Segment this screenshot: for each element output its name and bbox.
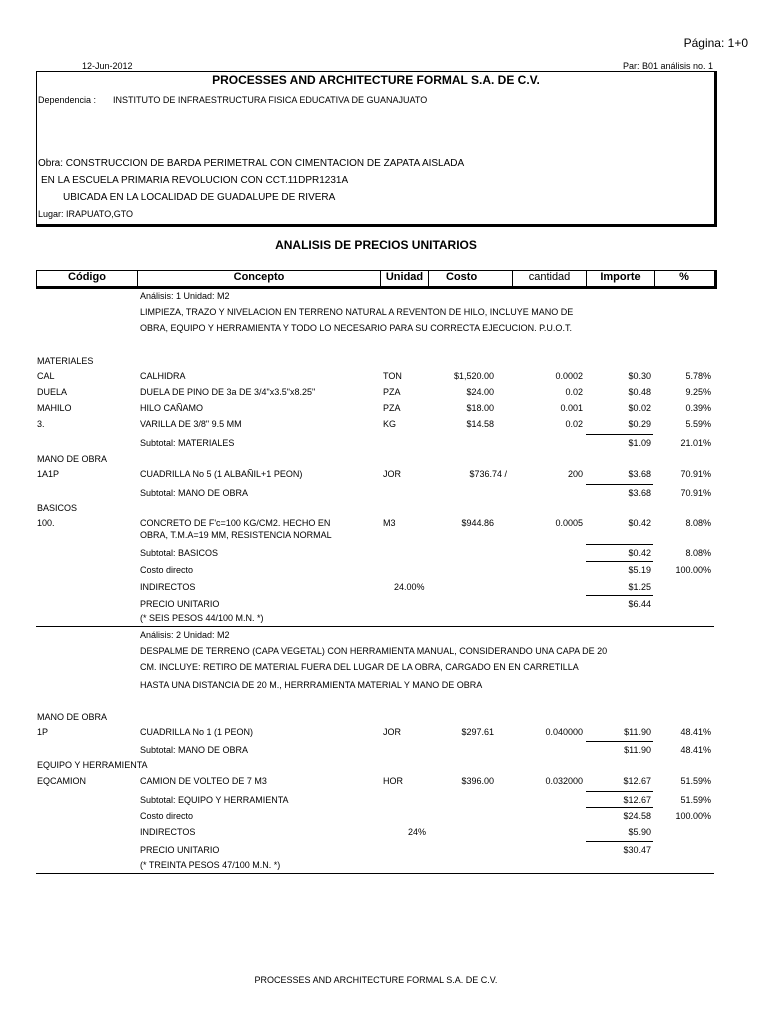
row-unit: TON	[383, 371, 402, 381]
subtotal-pct: 48.41%	[680, 745, 711, 755]
row-concept: DUELA DE PINO DE 3a DE 3/4"x3.5"x8.25"	[140, 387, 316, 397]
section-mano-obra: MANO DE OBRA	[37, 454, 108, 464]
row-unit: M3	[383, 518, 396, 528]
divider	[36, 626, 714, 627]
analisis-2-desc-1: DESPALME DE TERRENO (CAPA VEGETAL) CON HERRAMIENTA MANUAL, CONSIDERANDO UNA CAPA DE 20	[140, 646, 608, 656]
subtotal-label: Subtotal: MATERIALES	[140, 438, 235, 448]
par-label: Par: B01 análisis no. 1	[622, 61, 713, 71]
row-code: DUELA	[37, 387, 68, 397]
analisis-1-desc-2: OBRA, EQUIPO Y HERRAMIENTA Y TODO LO NECESARIO PARA SU CORRECTA EJECUCION. P.U.O.T.	[140, 323, 572, 333]
analisis-2-desc-3: HASTA UNA DISTANCIA DE 20 M., HERRRAMIENTA MATERIAL Y MANO DE OBRA	[140, 680, 483, 690]
row-concept: CUADRILLA No 5 (1 ALBAÑIL+1 PEON)	[140, 469, 303, 479]
costo-directo-label: Costo directo	[140, 565, 194, 575]
report-date: 12-Jun-2012	[82, 61, 133, 71]
row-pct: 0.39%	[685, 403, 711, 413]
col-concepto: Concepto	[233, 271, 285, 283]
row-qty: 0.032000	[545, 776, 583, 786]
row-cost: $736.74 /	[469, 469, 507, 479]
subtotal-label: Subtotal: MANO DE OBRA	[140, 745, 249, 755]
indirectos-rate: 24.00%	[394, 582, 425, 592]
row-qty: 200	[567, 469, 583, 479]
costo-directo-pct: 100.00%	[675, 565, 711, 575]
row-importe: $11.90	[624, 727, 651, 737]
row-code: 1A1P	[37, 469, 60, 479]
row-qty: 0.001	[560, 403, 583, 413]
row-qty: 0.0005	[555, 518, 583, 528]
row-unit: PZA	[383, 387, 401, 397]
analisis-2-header: Análisis: 2 Unidad: M2	[140, 630, 230, 640]
row-code: 100.	[37, 518, 55, 528]
costo-directo-importe: $5.19	[628, 565, 651, 575]
col-unidad: Unidad	[385, 271, 424, 283]
row-importe: $0.48	[628, 387, 651, 397]
analisis-2-desc-2: CM. INCLUYE: RETIRO DE MATERIAL FUERA DEL LUGAR DE LA OBRA, CARGADO EN EN CARRETILLA	[140, 662, 579, 672]
row-unit: JOR	[383, 727, 401, 737]
section-mano-obra: MANO DE OBRA	[37, 712, 108, 722]
company-name: PROCESSES AND ARCHITECTURE FORMAL S.A. DE C.V.	[212, 73, 540, 87]
subtotal-importe: $3.68	[628, 488, 651, 498]
section-basicos: BASICOS	[37, 503, 78, 513]
indirectos-label: INDIRECTOS	[140, 582, 196, 592]
row-importe: $12.67	[623, 776, 651, 786]
row-importe: $0.42	[628, 518, 651, 528]
subtotal-importe: $0.42	[628, 548, 651, 558]
subtotal-pct: 70.91%	[680, 488, 711, 498]
row-code: 1P	[37, 727, 49, 737]
dependencia-value: INSTITUTO DE INFRAESTRUCTURA FISICA EDUCATIVA DE GUANAJUATO	[113, 95, 428, 105]
subtotal-pct: 51.59%	[680, 795, 711, 805]
row-concept: CUADRILLA No 1 (1 PEON)	[140, 727, 254, 737]
indirectos-importe: $5.90	[628, 827, 651, 837]
row-code: EQCAMION	[37, 776, 87, 786]
row-qty: 0.040000	[545, 727, 583, 737]
precio-unitario-importe: $6.44	[628, 599, 651, 609]
page-number: Página: 1+0	[683, 36, 748, 50]
obra-line-3: UBICADA EN LA LOCALIDAD DE GUADALUPE DE RIVERA	[63, 192, 336, 203]
row-pct: 5.78%	[685, 371, 711, 381]
section-equipo: EQUIPO Y HERRAMIENTA	[37, 760, 148, 770]
row-concept: CALHIDRA	[140, 371, 186, 381]
row-importe: $3.68	[628, 469, 651, 479]
precio-letra: (* SEIS PESOS 44/100 M.N. *)	[140, 613, 264, 623]
row-pct: 8.08%	[685, 518, 711, 528]
row-cost: $396.00	[461, 776, 494, 786]
subtotal-importe: $12.67	[623, 795, 651, 805]
row-unit: HOR	[383, 776, 403, 786]
indirectos-label: INDIRECTOS	[140, 827, 196, 837]
obra-line-1: Obra: CONSTRUCCION DE BARDA PERIMETRAL CON CIMENTACION DE ZAPATA AISLADA	[38, 158, 465, 169]
col-costo: Costo	[446, 271, 478, 283]
dependencia-label: Dependencia :	[38, 95, 97, 105]
row-cost: $18.00	[466, 403, 494, 413]
costo-directo-label: Costo directo	[140, 811, 194, 821]
subtotal-importe: $11.90	[624, 745, 651, 755]
row-importe: $0.30	[628, 371, 651, 381]
report-title: ANALISIS DE PRECIOS UNITARIOS	[275, 238, 477, 252]
row-pct: 9.25%	[685, 387, 711, 397]
row-concept: HILO CAÑAMO	[140, 403, 204, 413]
precio-letra: (* TREINTA PESOS 47/100 M.N. *)	[140, 860, 281, 870]
row-concept: VARILLA DE 3/8" 9.5 MM	[140, 419, 242, 429]
row-pct: 51.59%	[680, 776, 711, 786]
divider	[36, 873, 714, 874]
indirectos-importe: $1.25	[628, 582, 651, 592]
analisis-1-header: Análisis: 1 Unidad: M2	[140, 291, 230, 301]
obra-line-2: EN LA ESCUELA PRIMARIA REVOLUCION CON CCT.11DPR1231A	[41, 175, 349, 186]
col-percent: %	[679, 271, 689, 283]
section-materiales: MATERIALES	[37, 356, 94, 366]
subtotal-label: Subtotal: EQUIPO Y HERRAMIENTA	[140, 795, 289, 805]
row-qty: 0.02	[565, 419, 583, 429]
row-cost: $944.86	[461, 518, 494, 528]
row-cost: $24.00	[466, 387, 494, 397]
subtotal-pct: 8.08%	[685, 548, 711, 558]
row-importe: $0.29	[628, 419, 651, 429]
row-qty: 0.0002	[555, 371, 583, 381]
row-concept-2: OBRA, T.M.A=19 MM, RESISTENCIA NORMAL	[140, 530, 332, 540]
row-concept: CAMION DE VOLTEO DE 7 M3	[140, 776, 267, 786]
col-importe: Importe	[600, 271, 641, 283]
costo-directo-importe: $24.58	[623, 811, 651, 821]
row-code: 3.	[37, 419, 45, 429]
row-pct: 70.91%	[680, 469, 711, 479]
costo-directo-pct: 100.00%	[675, 811, 711, 821]
row-cost: $297.61	[461, 727, 494, 737]
precio-unitario-label: PRECIO UNITARIO	[140, 845, 220, 855]
row-code: MAHILO	[37, 403, 72, 413]
row-importe: $0.02	[628, 403, 651, 413]
row-pct: 48.41%	[680, 727, 711, 737]
precio-unitario-label: PRECIO UNITARIO	[140, 599, 220, 609]
subtotal-label: Subtotal: BASICOS	[140, 548, 219, 558]
row-cost: $1,520.00	[453, 371, 494, 381]
subtotal-pct: 21.01%	[680, 438, 711, 448]
analisis-1-desc-1: LIMPIEZA, TRAZO Y NIVELACION EN TERRENO NATURAL A REVENTON DE HILO, INCLUYE MANO DE	[140, 307, 574, 317]
row-concept: CONCRETO DE F'c=100 KG/CM2. HECHO EN	[140, 518, 331, 528]
indirectos-rate: 24%	[408, 827, 427, 837]
precio-unitario-importe: $30.47	[623, 845, 651, 855]
row-cost: $14.58	[466, 419, 494, 429]
row-unit: PZA	[383, 403, 401, 413]
col-cantidad: cantidad	[528, 271, 571, 283]
row-unit: JOR	[383, 469, 401, 479]
lugar: Lugar: IRAPUATO,GTO	[38, 209, 134, 219]
row-pct: 5.59%	[685, 419, 711, 429]
subtotal-importe: $1.09	[628, 438, 651, 448]
row-qty: 0.02	[565, 387, 583, 397]
row-unit: KG	[383, 419, 397, 429]
col-codigo: Código	[68, 271, 106, 283]
footer-company: PROCESSES AND ARCHITECTURE FORMAL S.A. DE C.V.	[254, 975, 498, 985]
subtotal-label: Subtotal: MANO DE OBRA	[140, 488, 249, 498]
row-code: CAL	[37, 371, 55, 381]
